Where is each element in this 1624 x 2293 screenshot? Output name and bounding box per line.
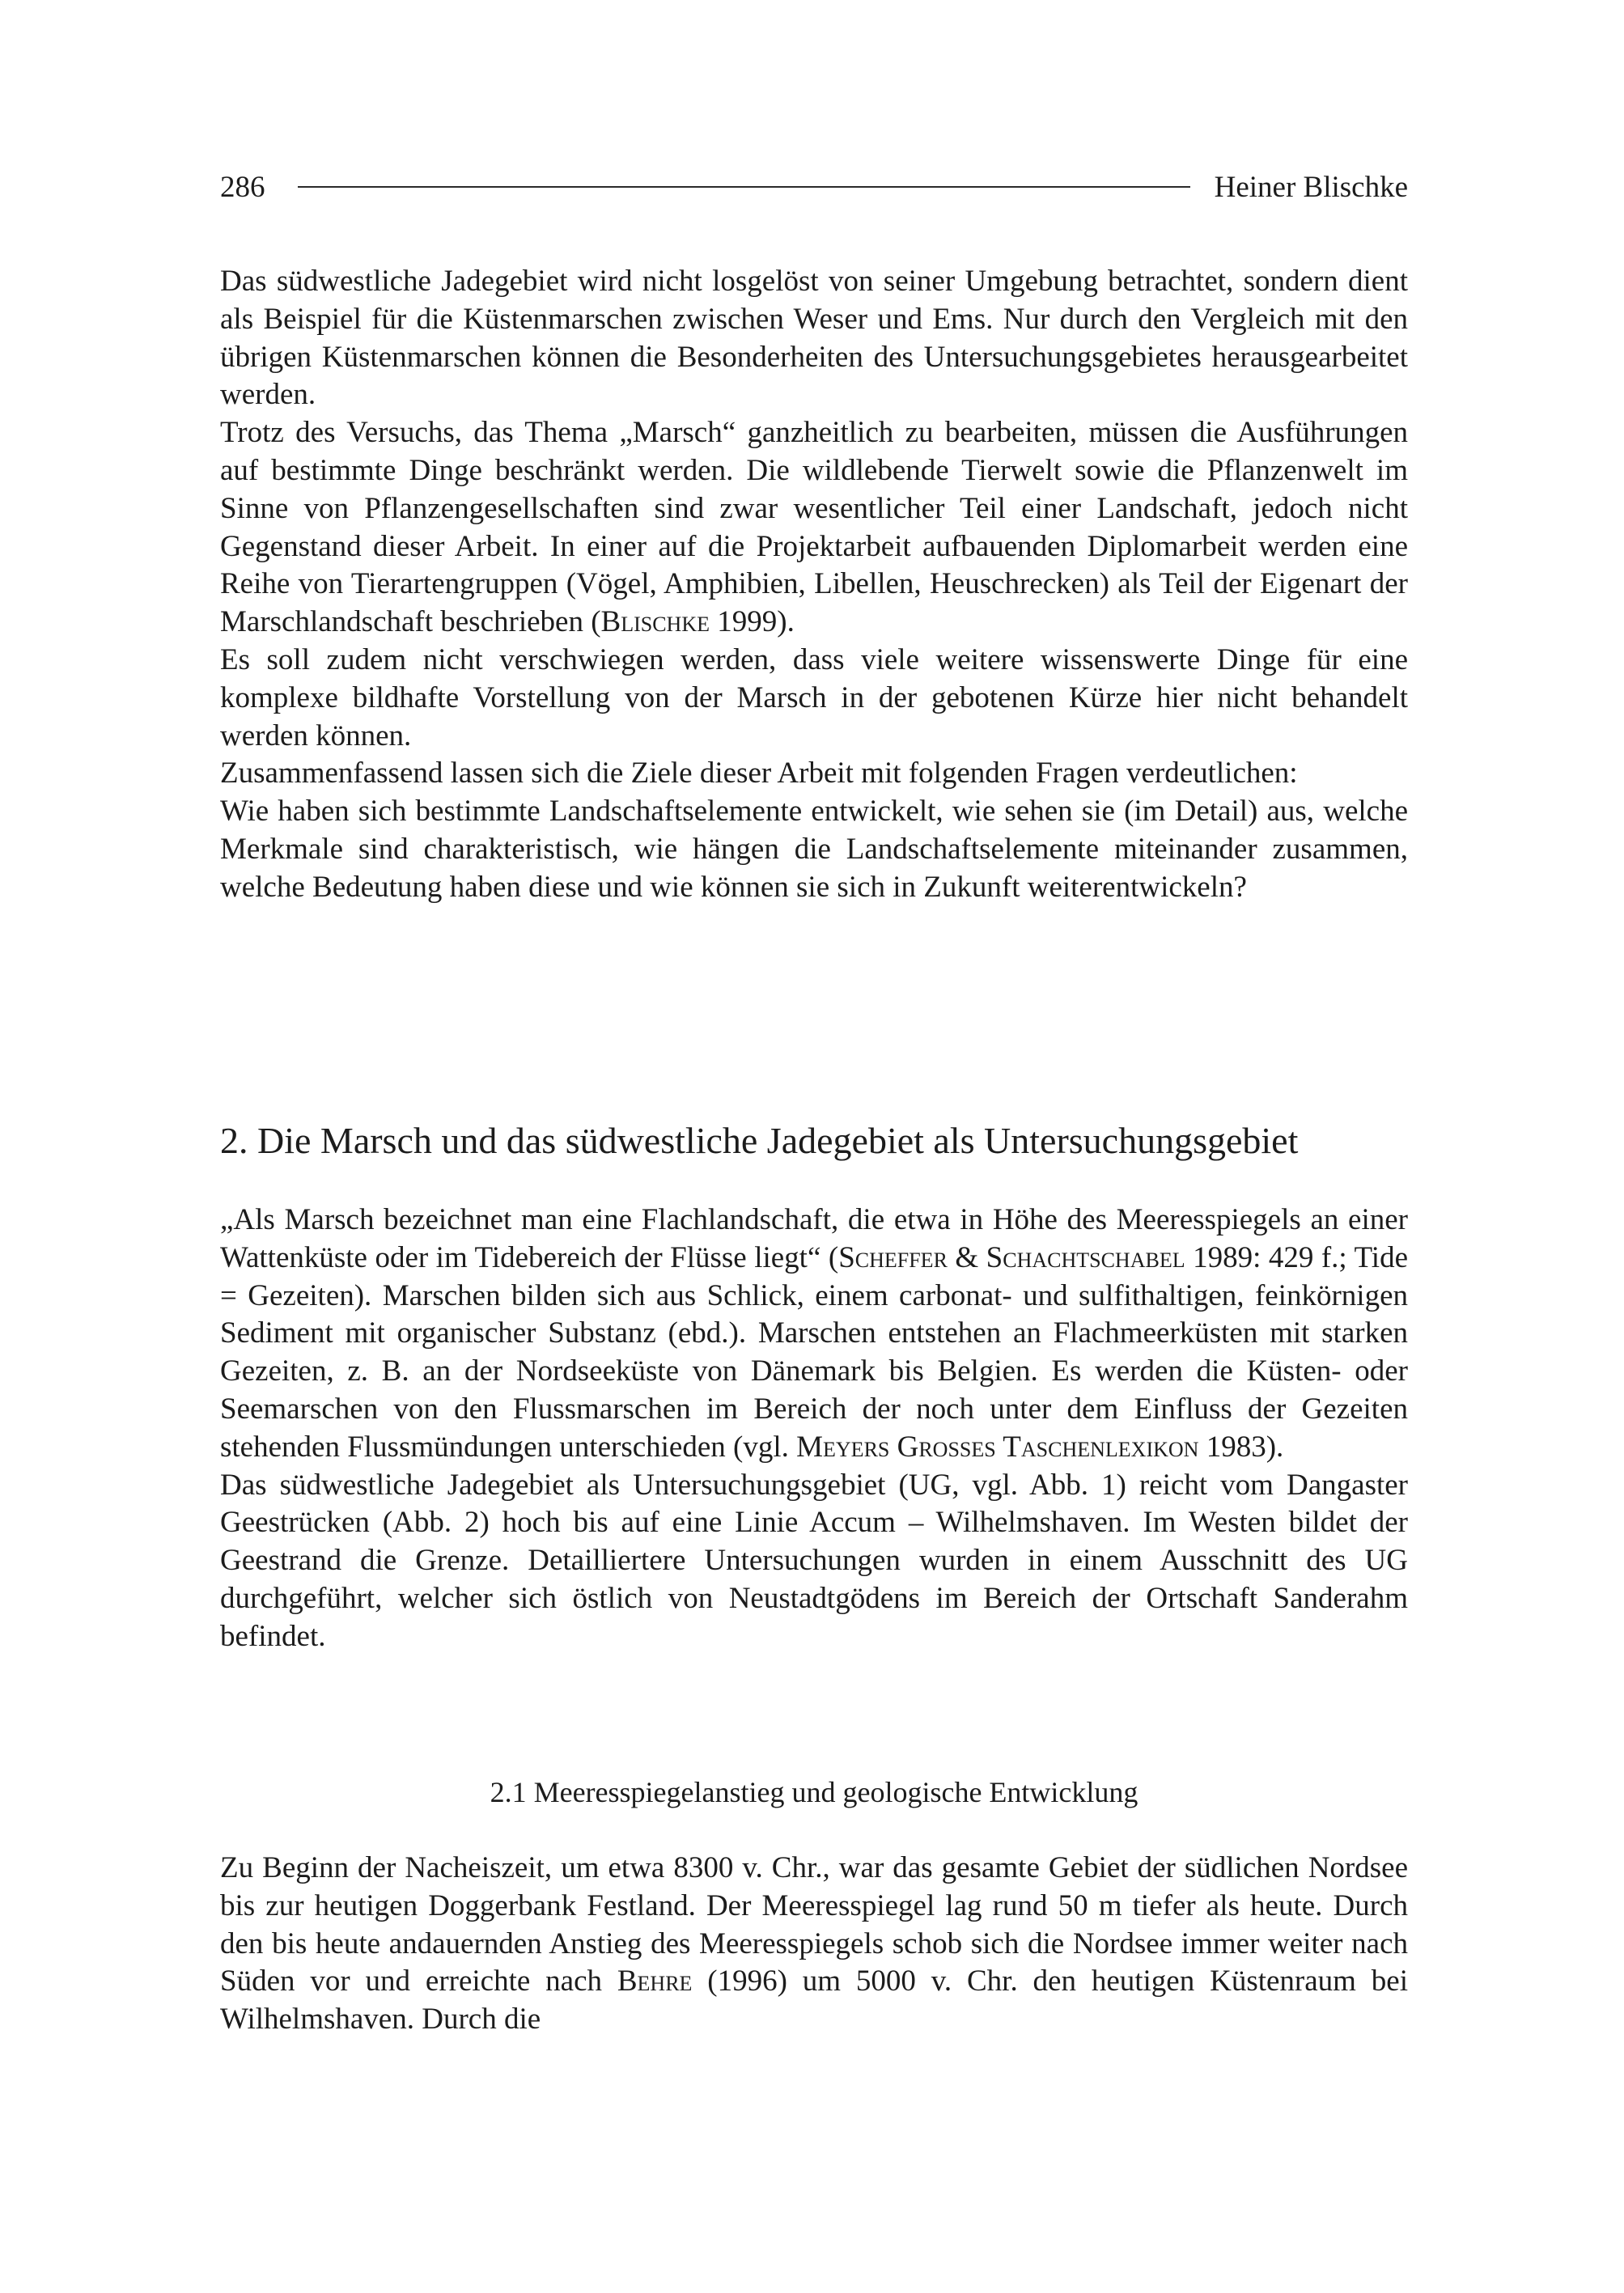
intro-paragraph-1: Das südwestliche Jadegebiet wird nicht losgelöst von seiner Umgebung betrachtet, sondern dient als Beispiel für die Küstenmarschen zwischen Weser und Ems. Nur durch den Vergleich mit den übrigen Küstenmarschen können die Besonderheiten des Untersuchungsgebietes herausgearbeitet werden. <box>220 265 1408 412</box>
intro-paragraph-2-end: 1999). <box>710 605 795 639</box>
header-rule <box>298 186 1190 188</box>
section-2-heading: 2. Die Marsch und das südwestliche Jadegebiet als Untersuchungsgebiet <box>220 1120 1299 1161</box>
section-2-1-paragraph-1 <box>220 1850 1408 2039</box>
section-2-paragraph-1-text: „Als Marsch bezeichnet man eine Flachlandschaft, die etwa in Höhe des Meeresspiegels an einer Wattenküste oder im Tidebereich der Flüsse liegt“ ( <box>220 1203 1408 1274</box>
section-2-paragraph-1 <box>220 1202 1408 1467</box>
citation-source: Meyers Großes Taschenlexikon <box>796 1430 1199 1464</box>
section-2-1-paragraph-1-end: (1996) um 5000 v. Chr. den heutigen Küstenraum bei Wilhelmshaven. Durch die <box>220 1965 1408 2037</box>
citation-author: Behre <box>617 1965 693 1998</box>
citation-author: Scheffer & Schachtschabel <box>838 1240 1185 1274</box>
section-2-text <box>220 1202 1408 1656</box>
intro-paragraph-2-text: Trotz des Versuchs, das Thema „Marsch“ ganzheitlich zu bearbeiten, müssen die Ausführungen auf bestimmte Dinge beschränkt werden. Die wildlebende Tierwelt sowie die Pflanzenwelt im Sinne von Pflanzengesellschaften sind zwar wesentlicher Teil einer Landschaft, jedoch nicht Gegenstand dieser Arbeit. In einer auf die Projektarbeit aufbauenden Diplomarbeit werden eine Reihe von Tierartengruppen (Vögel, Amphibien, Libellen, Heuschrecken) als Teil der Eigenart der Marschlandschaft beschrieben ( <box>220 416 1408 639</box>
section-2-1-text <box>220 1850 1408 2039</box>
page-number: 286 <box>220 170 265 204</box>
section-2-paragraph-1-text-2: 1989: 429 f.; Tide = Gezeiten). Marschen bilden sich aus Schlick, einem carbonat- und sulfithaltigen, feinkörnigen Sediment mit organischer Substanz (ebd.). Marschen entstehen an Flachmeerküsten mit starken Gezeiten, z. B. an der Nordseeküste von Dänemark bis Belgien. Es werden die Küsten- oder Seemarschen von den Flussmarschen im Bereich der noch unter dem Einfluss der Gezeiten stehenden Flussmündungen unterschieden (vgl. <box>220 1240 1408 1464</box>
intro-paragraph-4: Zusammenfassend lassen sich die Ziele dieser Arbeit mit folgenden Fragen verdeutlichen: <box>220 757 1298 790</box>
intro-text <box>220 263 1408 907</box>
running-header <box>220 166 1408 208</box>
section-2-1-heading: 2.1 Meeresspiegelanstieg und geologische Entwicklung <box>490 1776 1138 1808</box>
citation-author: Blischke <box>600 605 710 639</box>
section-2-1-paragraph-1-text: Zu Beginn der Nacheiszeit, um etwa 8300 v. Chr., war das gesamte Gebiet der südlichen Nordsee bis zur heutigen Doggerbank Festland. Der Meeresspiegel lag rund 50 m tiefer als heute. Durch den bis heute andauernden Anstieg des Meeresspiegels schob sich die Nordsee immer weiter nach Süden vor und erreichte nach <box>220 1851 1408 1998</box>
intro-paragraph-5: Wie haben sich bestimmte Landschaftselemente entwickelt, wie sehen sie (im Detail) aus, welche Merkmale sind charakteristisch, wie hängen die Landschaftselemente miteinander zusammen, welche Bedeutung haben diese und wie können sie sich in Zukunft weiterentwickeln? <box>220 795 1408 904</box>
section-2-paragraph-2: Das südwestliche Jadegebiet als Untersuchungsgebiet (UG, vgl. Abb. 1) reicht vom Dangaster Geestrücken (Abb. 2) hoch bis auf eine Linie Accum – Wilhelmshaven. Im Westen bildet der Geestrand die Grenze. Detailliertere Untersuchungen wurden in einem Ausschnitt des UG durchgeführt, welcher sich östlich von Neustadtgödens im Bereich der Ortschaft Sanderahm befindet. <box>220 1468 1408 1653</box>
intro-paragraph-3: Es soll zudem nicht verschwiegen werden, dass viele weitere wissenswerte Dinge für eine komplexe bildhafte Vorstellung von der Marsch in der gebotenen Kürze hier nicht behandelt werden können. <box>220 642 1408 752</box>
intro-paragraph-2 <box>220 414 1408 642</box>
section-2-paragraph-1-end: 1983). <box>1198 1430 1284 1464</box>
running-author: Heiner Blischke <box>1214 170 1408 204</box>
